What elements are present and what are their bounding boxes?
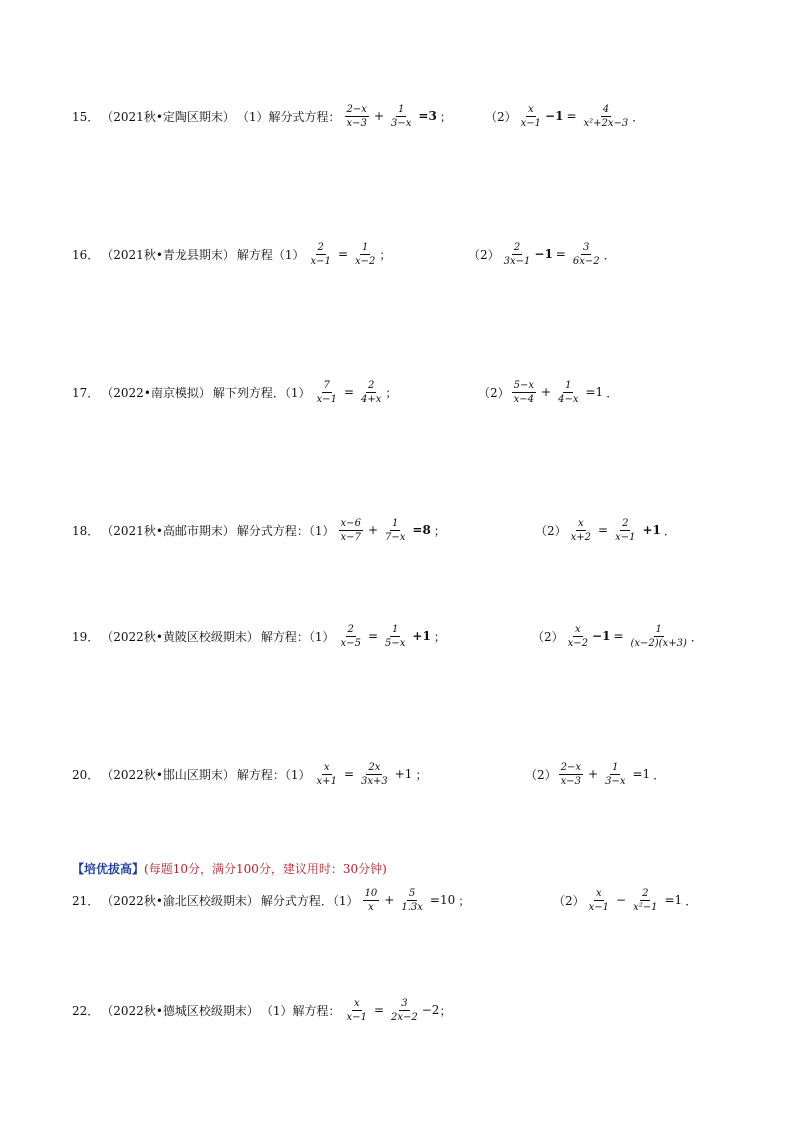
problem-instruction: 解分式方程．（1）	[260, 893, 359, 908]
fraction: $\frac{7}{x-1}$	[316, 379, 337, 405]
fraction: $\frac{1}{3-x}$	[605, 761, 626, 787]
problem-number: 21．	[72, 893, 100, 908]
problem-source: （2022秋•邯山区期末）	[101, 767, 235, 782]
part-label: （2）	[532, 629, 564, 644]
fraction: $\frac{1}{3-x}$	[391, 103, 412, 129]
problem-16	[72, 234, 391, 274]
problem-15-part-2	[485, 96, 644, 136]
fraction: $\frac{2}{3x-1}$	[503, 241, 531, 267]
fraction: $\frac{x}{x-2}$	[567, 623, 589, 649]
equation-1: $\frac{7}{x-1}$ = $\frac{2}{4+x}$ ；	[316, 379, 398, 405]
fraction: $\frac{4}{\text{x²+2x−3}}$	[583, 103, 629, 129]
problem-number: 16．	[72, 247, 100, 262]
fraction: $\frac{x}{x-1}$	[588, 887, 610, 913]
problem-number: 19．	[72, 629, 100, 644]
problem-16-part-2	[468, 234, 616, 274]
problem-source: （2022秋•黄陂区校级期末）	[101, 629, 259, 644]
equation-1: $\frac{2-x}{x-3}$ + $\frac{1}{3-x}$ =3 ；	[346, 103, 452, 129]
fraction: $\frac{3}{6x-2}$	[572, 241, 600, 267]
fraction: $\frac{1}{5-x}$	[385, 623, 406, 649]
part-label: （2）	[525, 767, 557, 782]
equation-2: $\frac{x}{x+2}$ = $\frac{2}{x-1}$ +1 ．	[570, 517, 676, 543]
fraction: $\frac{5-x}{x-4}$	[513, 379, 535, 405]
fraction: $\frac{x-6}{x-7}$	[340, 517, 361, 543]
fraction: $\frac{2}{\text{x²−1}}$	[633, 887, 658, 913]
problem-19	[72, 616, 446, 656]
part-label: （2）	[535, 523, 567, 538]
problem-21	[72, 880, 470, 920]
equation-1: $\frac{10}{x}$ + $\frac{5}{1.3x}$ =10 ；	[364, 887, 471, 913]
equation-1: $\frac{x}{x+1}$ = $\frac{2x}{3x+3}$ +1 ；	[316, 761, 428, 787]
fraction: $\frac{10}{x}$	[364, 887, 378, 913]
problem-21-part-2	[553, 880, 697, 920]
problem-instruction: 解方程（1）	[236, 247, 305, 262]
fraction: $\frac{2-x}{x-3}$	[346, 103, 367, 129]
equation-1: $\frac{x}{x-1}$ = $\frac{3}{2x-2}$ −2 ；	[346, 997, 452, 1023]
equation-1: $\frac{x-6}{x-7}$ + $\frac{1}{7-x}$ =8 ；	[340, 517, 446, 543]
problem-18	[72, 510, 446, 550]
fraction: $\frac{1}{x-2}$	[355, 241, 376, 267]
part-label: （2）	[468, 247, 500, 262]
section-header	[72, 860, 387, 877]
fraction: $\frac{1}{(x-2)(x+3)}$	[630, 623, 687, 649]
equation-2: $\frac{2}{3x-1}$ −1 = $\frac{3}{6x-2}$ ．	[503, 241, 616, 267]
fraction: $\frac{5}{1.3x}$	[401, 887, 423, 913]
part-label: （2）	[485, 109, 517, 124]
problem-instruction: 解下列方程．（1）	[212, 385, 311, 400]
equation-2: $\frac{5-x}{x-4}$ + $\frac{1}{4-x}$ =1 ．	[513, 379, 619, 405]
equation-2: $\frac{x}{x-1}$ −1 = $\frac{4}{\text{x²+2x−3}}$ ．	[520, 103, 645, 129]
fraction: $\frac{1}{4-x}$	[558, 379, 579, 405]
fraction: $\frac{x}{x+1}$	[316, 761, 337, 787]
problem-source: （2021秋•高邮市期末）	[101, 523, 235, 538]
problem-source: （2022•南京模拟）	[101, 385, 211, 400]
part-label: （2）	[478, 385, 510, 400]
problem-instruction: 解分式方程：（1）	[236, 523, 335, 538]
fraction: $\frac{x}{x-1}$	[520, 103, 542, 129]
part-label: （2）	[553, 893, 585, 908]
fraction: $\frac{2}{x-1}$	[310, 241, 331, 267]
fraction: $\frac{3}{2x-2}$	[391, 997, 418, 1023]
fraction: $\frac{1}{7-x}$	[385, 517, 406, 543]
problem-19-part-2	[532, 616, 703, 656]
equation-2: $\frac{2-x}{x-3}$ + $\frac{1}{3-x}$ =1 ．	[560, 761, 666, 787]
problem-20-part-2	[525, 754, 665, 794]
problem-source: （2021秋•青龙县期末）	[101, 247, 235, 262]
problem-number: 22．	[72, 1003, 100, 1018]
fraction: $\frac{2}{4+x}$	[361, 379, 382, 405]
equation-2: $\frac{x}{x-1}$ − $\frac{2}{\text{x²−1}}$ =1 ．	[588, 887, 698, 913]
problem-instruction: （1）解分式方程：	[236, 109, 341, 124]
section-note: (每题10分，满分100分，建议用时：30分钟)	[144, 862, 387, 876]
problem-instruction: （1）解方程：	[260, 1003, 341, 1018]
equation-1: $\frac{2}{x-1}$ = $\frac{1}{x-2}$ ；	[310, 241, 392, 267]
fraction: $\frac{x}{x+2}$	[570, 517, 592, 543]
fraction: $\frac{2}{x-1}$	[615, 517, 636, 543]
fraction: $\frac{2}{x-5}$	[340, 623, 361, 649]
problem-source: （2022秋•渝北区校级期末）	[101, 893, 259, 908]
problem-17-part-2	[478, 372, 618, 412]
problem-instruction: 解方程：（1）	[236, 767, 311, 782]
problem-instruction: 解方程：（1）	[260, 629, 335, 644]
problem-number: 15．	[72, 109, 100, 124]
problem-22	[72, 990, 451, 1030]
problem-17	[72, 372, 397, 412]
section-title: 【培优拔高】	[72, 862, 145, 876]
problem-18-part-2	[535, 510, 676, 550]
equation-1: $\frac{2}{x-5}$ = $\frac{1}{5-x}$ +1 ；	[340, 623, 446, 649]
fraction: $\frac{2x}{3x+3}$	[361, 761, 388, 787]
problem-source: （2021秋•定陶区期末）	[101, 109, 235, 124]
equation-2: $\frac{x}{x-2}$ −1 = $\frac{1}{(x-2)(x+3)}$ ．	[567, 623, 703, 649]
problem-source: （2022秋•德城区校级期末）	[101, 1003, 259, 1018]
problem-number: 18．	[72, 523, 100, 538]
problem-number: 20．	[72, 767, 100, 782]
problem-number: 17．	[72, 385, 100, 400]
problem-15	[72, 96, 452, 136]
fraction: $\frac{2-x}{x-3}$	[560, 761, 582, 787]
problem-20	[72, 754, 427, 794]
fraction: $\frac{x}{x-1}$	[346, 997, 367, 1023]
